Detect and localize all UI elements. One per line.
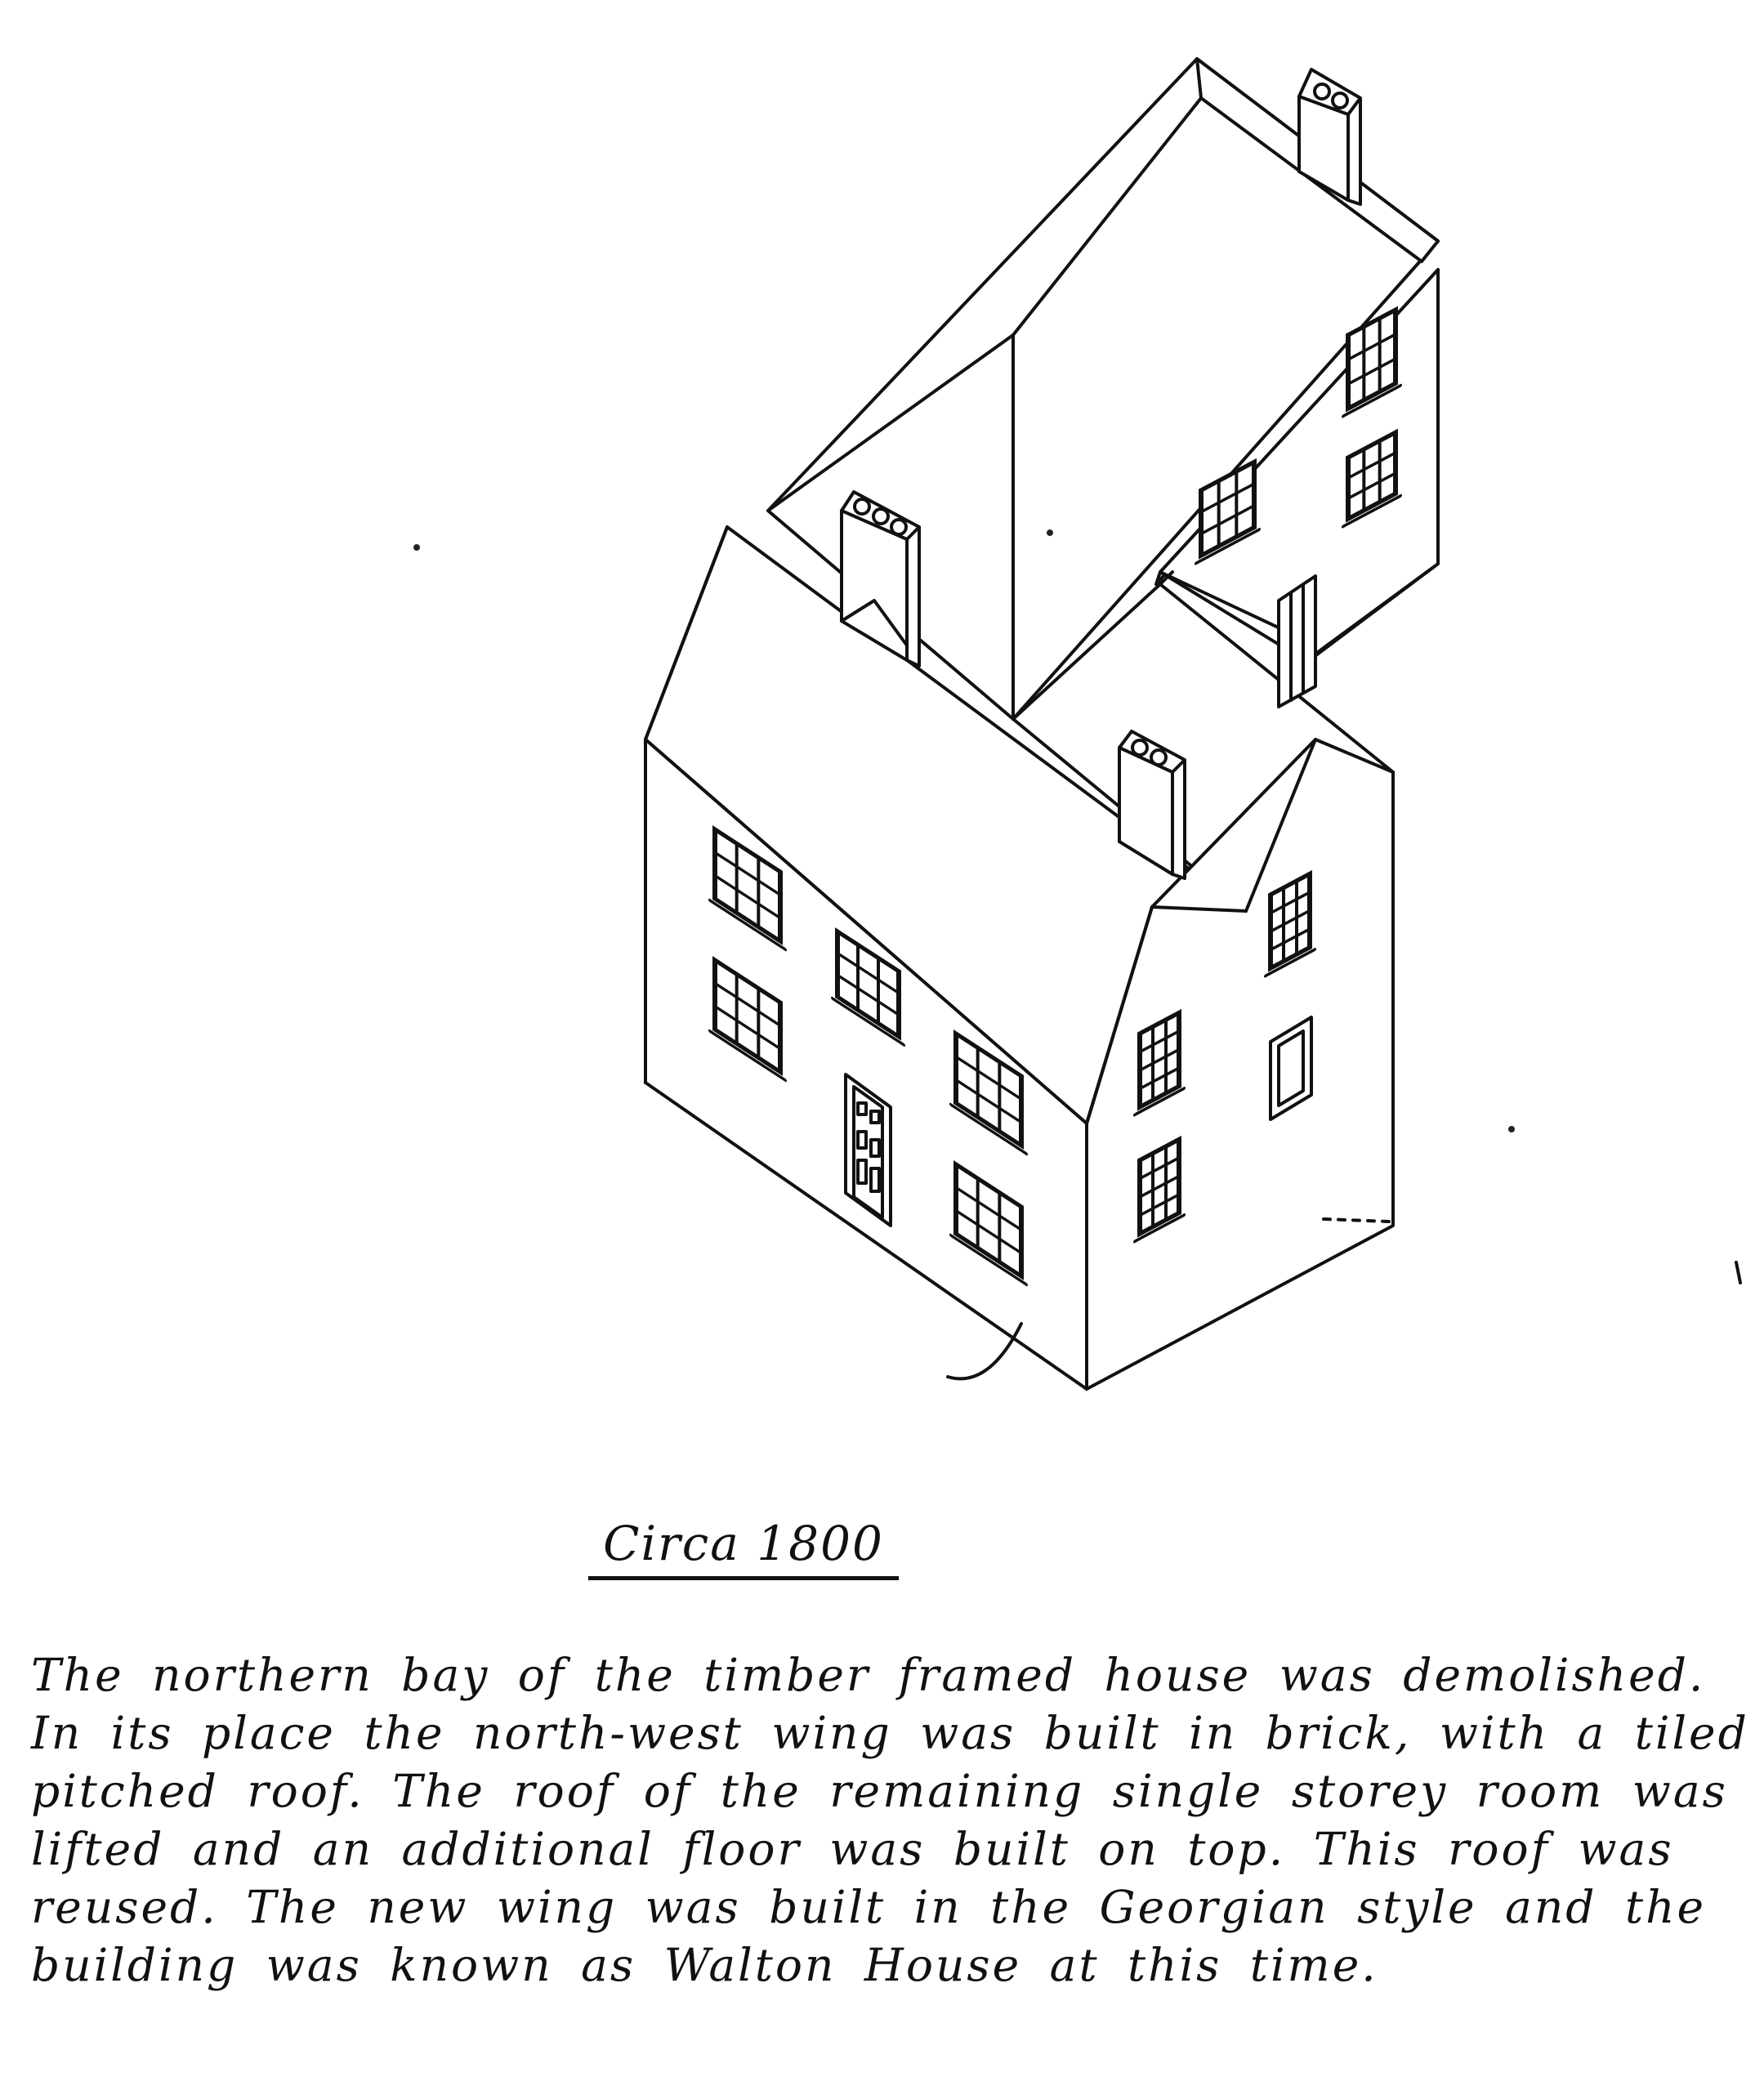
description-line: lifted and an additional floor was built on top. This roof was: [31, 1823, 1674, 1875]
description-line: In its place the north-west wing was built in brick, with a tiled: [31, 1707, 1749, 1759]
description-line: The northern bay of the timber framed house was demolished.: [31, 1649, 1706, 1701]
description: [31, 1646, 1749, 1994]
rear-door: [1279, 576, 1315, 707]
caption: Circa 1800: [588, 1516, 899, 1580]
description-line: reused. The new wing was built in the Georgian style and the: [31, 1881, 1707, 1933]
description-line: building was known as Walton House at this time.: [31, 1939, 1378, 1991]
description-line: pitched roof. The roof of the remaining single storey room was: [31, 1765, 1728, 1817]
